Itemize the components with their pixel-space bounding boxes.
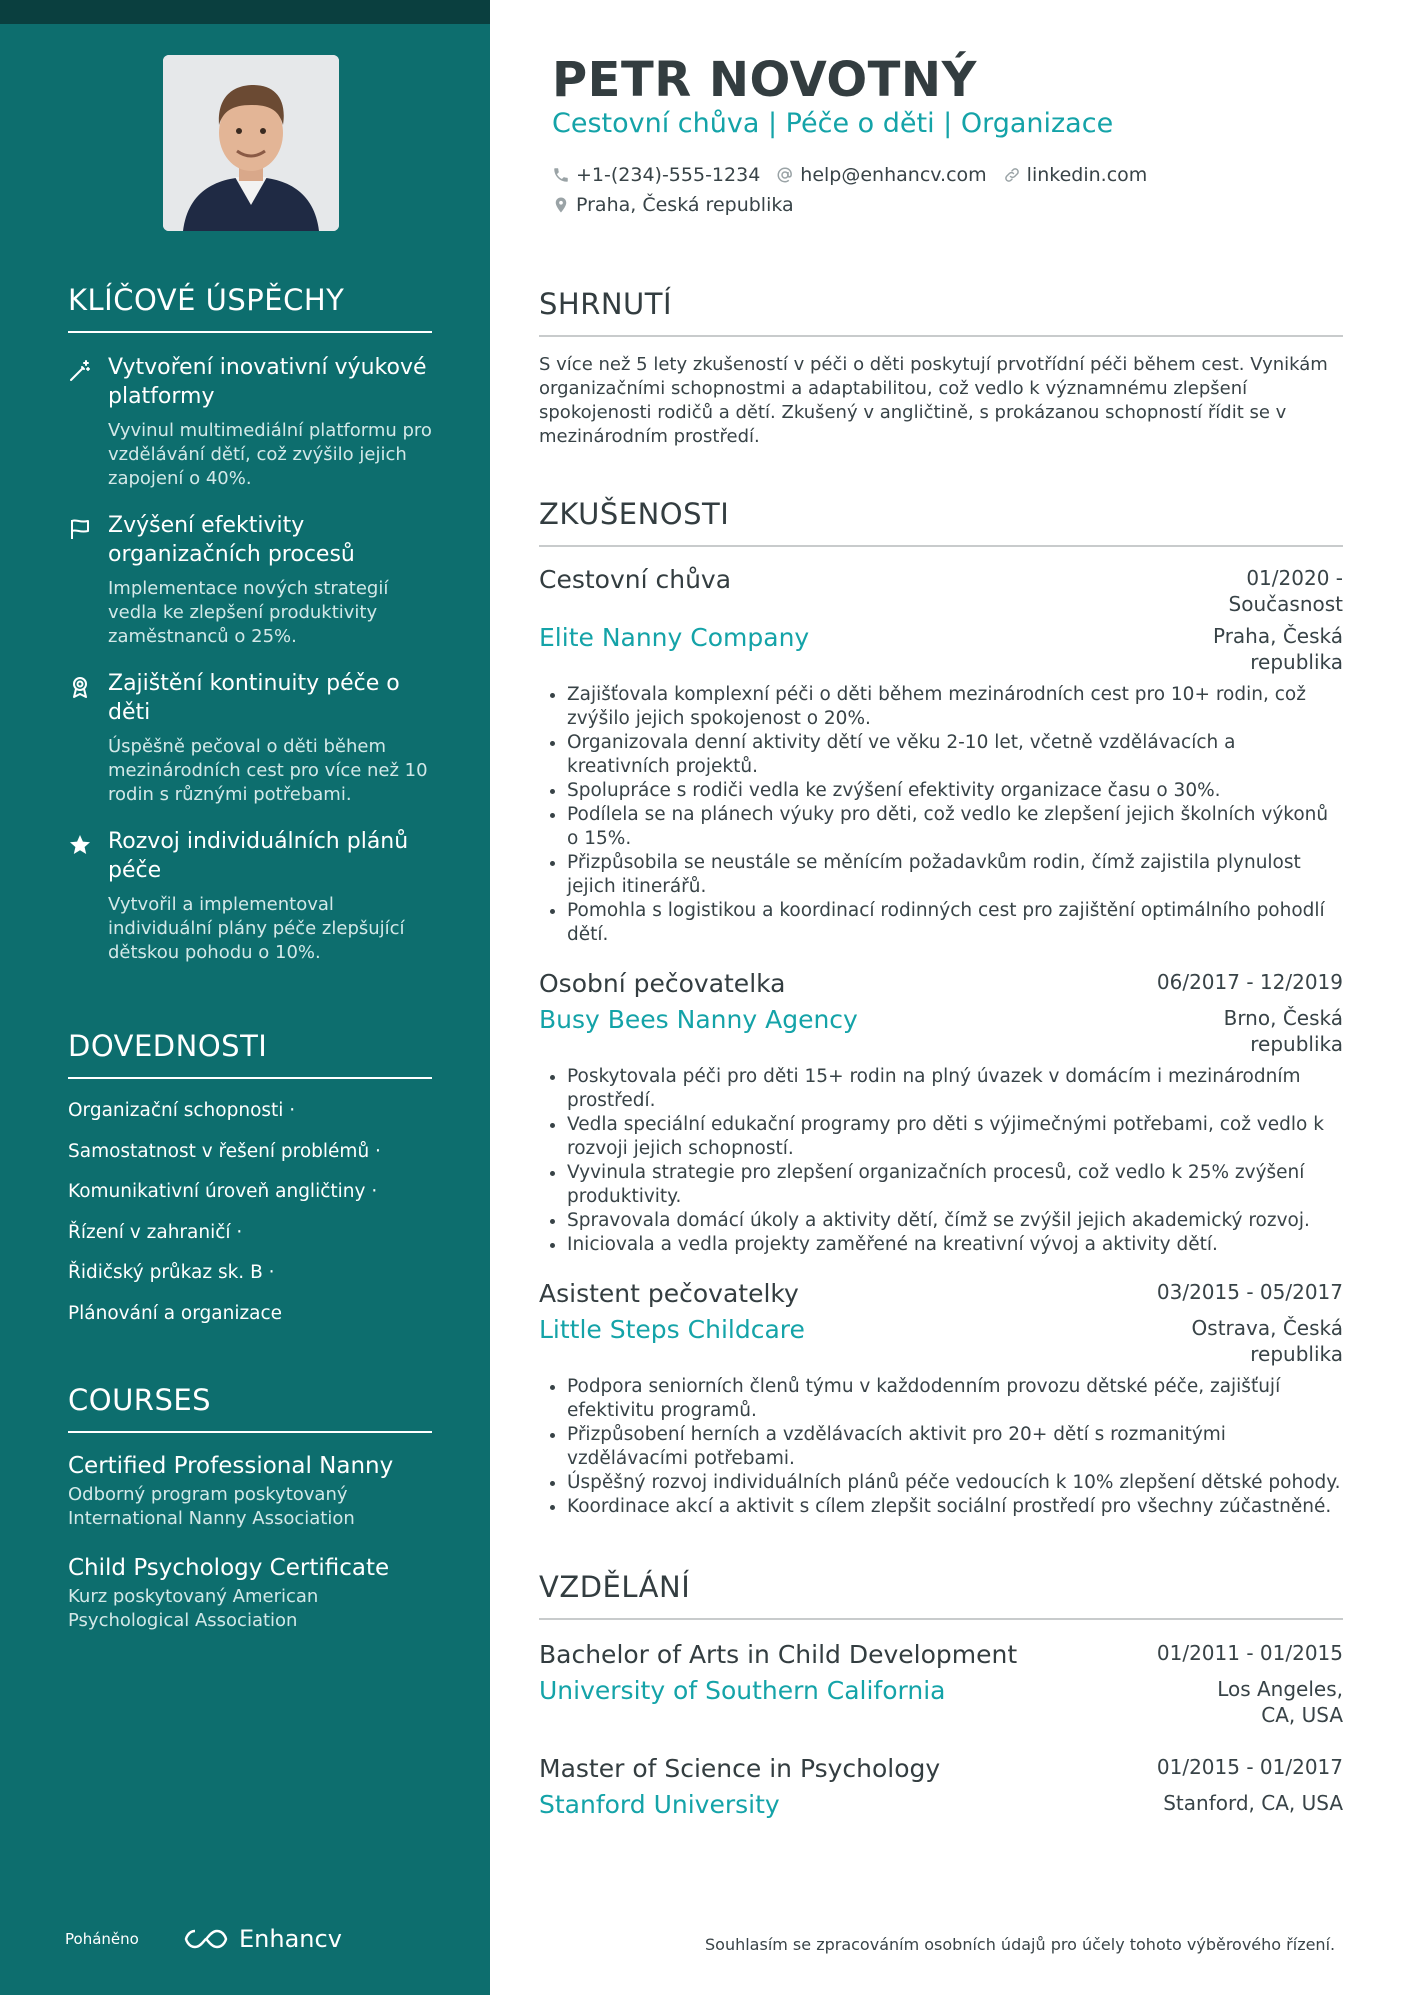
school-location: Stanford, CA, USA: [1163, 1791, 1343, 1815]
course-item: [68, 1553, 432, 1633]
job-bullet: • Pomohla s logistikou a koordinací rodinných cest pro zajištění optimálního pohodlí dětí.: [567, 899, 1343, 947]
achievement-title: Zajištění kontinuity péče o děti: [108, 671, 400, 725]
job-bullet: • Koordinace akcí a aktivit s cílem zlepšit sociální prostředí pro všechny zúčastněné.: [567, 1495, 1343, 1519]
course-desc: Kurz poskytovaný American Psychological Association: [68, 1586, 319, 1631]
avatar-icon: [163, 55, 339, 231]
profile-photo: [163, 55, 339, 231]
courses-section: [68, 1383, 432, 1633]
degree-title: Master of Science in Psychology: [539, 1754, 941, 1783]
job-title: Cestovní chůva: [539, 565, 732, 594]
achievement-desc: Vyvinul multimediální platformu pro vzdělávání dětí, což zvýšilo jejich zapojení o 40%.: [108, 420, 432, 489]
skill-item: Komunikativní úroveň angličtiny ·: [68, 1181, 378, 1202]
candidate-subtitle: Cestovní chůva | Péče o děti | Organizace: [552, 108, 1114, 139]
job-bullets: [539, 1065, 1343, 1257]
course-title: Child Psychology Certificate: [68, 1555, 390, 1581]
job-bullets: [539, 1375, 1343, 1519]
job-location: Brno, Česká republika: [1223, 1006, 1343, 1056]
job-bullet: • Přizpůsobila se neustále se měnícím požadavkům rodin, čímž zajistila plynulost jejich itinerářů.: [567, 851, 1343, 899]
magic-wand-icon: [68, 353, 108, 491]
degree-title: Bachelor of Arts in Child Development: [539, 1640, 1018, 1669]
achievement-item: [68, 827, 432, 965]
achievement-item: [68, 511, 432, 649]
email-label: help@enhancv.com: [800, 164, 987, 186]
sidebar-top-bar: [0, 0, 490, 24]
skill-item: Plánování a organizace: [68, 1302, 283, 1324]
powered-by-label: Poháněno: [65, 1930, 139, 1948]
education-heading: VZDĚLÁNÍ: [539, 1570, 1343, 1620]
job-bullet: • Spravovala domácí úkoly a aktivity dětí, čímž se zvýšil jejich akademický rozvoj.: [567, 1209, 1343, 1233]
achievement-item: [68, 669, 432, 807]
job-location: Praha, Česká republika: [1212, 624, 1343, 674]
skill-item: Řidičský průkaz sk. B ·: [68, 1262, 275, 1283]
course-title: Certified Professional Nanny: [68, 1453, 394, 1479]
school-location: Los Angeles, CA, USA: [1217, 1677, 1343, 1727]
candidate-name: PETR NOVOTNÝ: [552, 52, 977, 108]
phone-icon: [552, 166, 570, 184]
achievements-heading: KLÍČOVÉ ÚSPĚCHY: [68, 283, 432, 333]
location-label: Praha, Česká republika: [576, 194, 794, 216]
enhancv-brand-label: Enhancv: [239, 1925, 342, 1953]
education-section: [539, 1570, 1343, 1820]
job-entry: [539, 969, 1343, 1257]
contact-linkedin[interactable]: [1003, 164, 1148, 186]
education-date: 01/2011 - 01/2015: [1156, 1641, 1343, 1665]
job-bullet: • Spolupráce s rodiči vedla ke zvýšení efektivity organizace času o 30%.: [567, 779, 1343, 803]
job-date: 03/2015 - 05/2017: [1156, 1280, 1343, 1304]
email-at-icon: [776, 166, 794, 184]
location-pin-icon: [552, 196, 570, 214]
job-company: Busy Bees Nanny Agency: [539, 1005, 858, 1034]
school-name: Stanford University: [539, 1790, 780, 1819]
achievement-desc: Úspěšně pečoval o děti během mezinárodních cest pro více než 10 rodin s různými potřebami.: [108, 736, 428, 805]
phone-label: +1-(234)-555-1234: [576, 164, 761, 186]
job-bullet: • Podílela se na plánech výuky pro děti, což vedlo ke zlepšení jejich školních výkonů o 15%.: [567, 803, 1343, 851]
job-bullet: • Podpora seniorních členů týmu v každodenním provozu dětské péče, zajišťují efektivitu programů.: [567, 1375, 1343, 1423]
skill-item: Řízení v zahraničí ·: [68, 1221, 243, 1243]
sidebar: [0, 0, 490, 1995]
skills-heading: DOVEDNOSTI: [68, 1029, 432, 1079]
job-company: Little Steps Childcare: [539, 1315, 805, 1344]
job-bullet: • Zajišťovala komplexní péči o děti během mezinárodních cest pro 10+ rodin, což zvýšilo jejich spokojenost o 20%.: [567, 683, 1343, 731]
experience-section: [539, 497, 1343, 1519]
achievement-title: Vytvoření inovativní výukové platformy: [108, 355, 427, 409]
consent-note: Souhlasím se zpracováním osobních údajů pro účely tohoto výběrového řízení.: [705, 1935, 1336, 1954]
job-bullet: • Vyvinula strategie pro zlepšení organizačních procesů, což vedlo k 25% zvýšení produktivity.: [567, 1161, 1343, 1209]
contact-email[interactable]: [776, 164, 986, 186]
course-item: [68, 1451, 432, 1531]
achievement-title: Rozvoj individuálních plánů péče: [108, 829, 409, 883]
contact-phone[interactable]: [552, 164, 760, 186]
school-name: University of Southern California: [539, 1676, 946, 1705]
achievement-title: Zvýšení efektivity organizačních procesů: [108, 513, 355, 567]
job-title: Asistent pečovatelky: [539, 1279, 799, 1308]
contact-location: [552, 194, 794, 216]
job-company: Elite Nanny Company: [539, 623, 810, 652]
job-bullet: • Poskytovala péči pro děti 15+ rodin na plný úvazek v domácím i mezinárodním prostředí.: [567, 1065, 1343, 1113]
skill-item: Samostatnost v řešení problémů ·: [68, 1140, 381, 1162]
job-bullet: • Iniciovala a vedla projekty zaměřené na kreativní vývoj a aktivity dětí.: [567, 1233, 1343, 1257]
experience-heading: ZKUŠENOSTI: [539, 497, 1343, 547]
achievement-desc: Vytvořil a implementoval individuální plány péče zlepšující dětskou pohodu o 10%.: [108, 894, 405, 963]
job-entry: [539, 1279, 1343, 1519]
courses-heading: COURSES: [68, 1383, 432, 1433]
summary-heading: SHRNUTÍ: [539, 287, 1343, 337]
achievement-desc: Implementace nových strategií vedla ke zlepšení produktivity zaměstnanců o 25%.: [108, 578, 389, 647]
link-icon: [1003, 166, 1021, 184]
summary-text: S více než 5 lety zkušeností v péči o děti poskytují prvotřídní péči během cest. Vynikám organizačními schopnostmi a adaptabilitou, což vedlo k významnému zlepšení spokojenosti rodičů a dětí. Zkušený v angličtině, s prokázanou schopností řídit se v mezinárodním prostředí.: [539, 354, 1328, 447]
job-bullet: • Úspěšný rozvoj individuálních plánů péče vedoucích k 10% zlepšení dětské pohody.: [567, 1471, 1343, 1495]
education-date: 01/2015 - 01/2017: [1156, 1755, 1343, 1779]
linkedin-label: linkedin.com: [1026, 164, 1148, 186]
job-location: Ostrava, Česká republika: [1191, 1316, 1343, 1366]
flag-icon: [68, 511, 108, 649]
job-bullets: [539, 683, 1343, 947]
education-entry: [539, 1754, 1343, 1820]
job-date: 06/2017 - 12/2019: [1156, 970, 1343, 994]
achievement-item: [68, 353, 432, 491]
award-icon: [68, 669, 108, 807]
contact-info: [552, 160, 1147, 220]
job-entry: [539, 565, 1343, 947]
job-bullet: • Vedla speciální edukační programy pro děti s výjimečnými potřebami, což vedlo k rozvoji jejich schopností.: [567, 1113, 1343, 1161]
course-desc: Odborný program poskytovaný International Nanny Association: [68, 1484, 355, 1529]
job-bullet: • Přizpůsobení herních a vzdělávacích aktivit pro 20+ dětí s rozmanitými vzdělávacími potřebami.: [567, 1423, 1343, 1471]
enhancv-logo-icon: [183, 1927, 229, 1951]
achievements-section: [68, 283, 432, 965]
enhancv-brand[interactable]: [183, 1925, 342, 1953]
star-icon: [68, 827, 108, 965]
skills-section: [68, 1029, 432, 1342]
education-entry: [539, 1640, 1343, 1728]
job-date: 01/2020 - Současnost: [1228, 566, 1343, 616]
job-bullet: • Organizovala denní aktivity dětí ve věku 2-10 let, včetně vzdělávacích a kreativních projektů.: [567, 731, 1343, 779]
job-title: Osobní pečovatelka: [539, 969, 786, 998]
skill-item: Organizační schopnosti ·: [68, 1100, 296, 1121]
summary-section: [539, 287, 1343, 449]
